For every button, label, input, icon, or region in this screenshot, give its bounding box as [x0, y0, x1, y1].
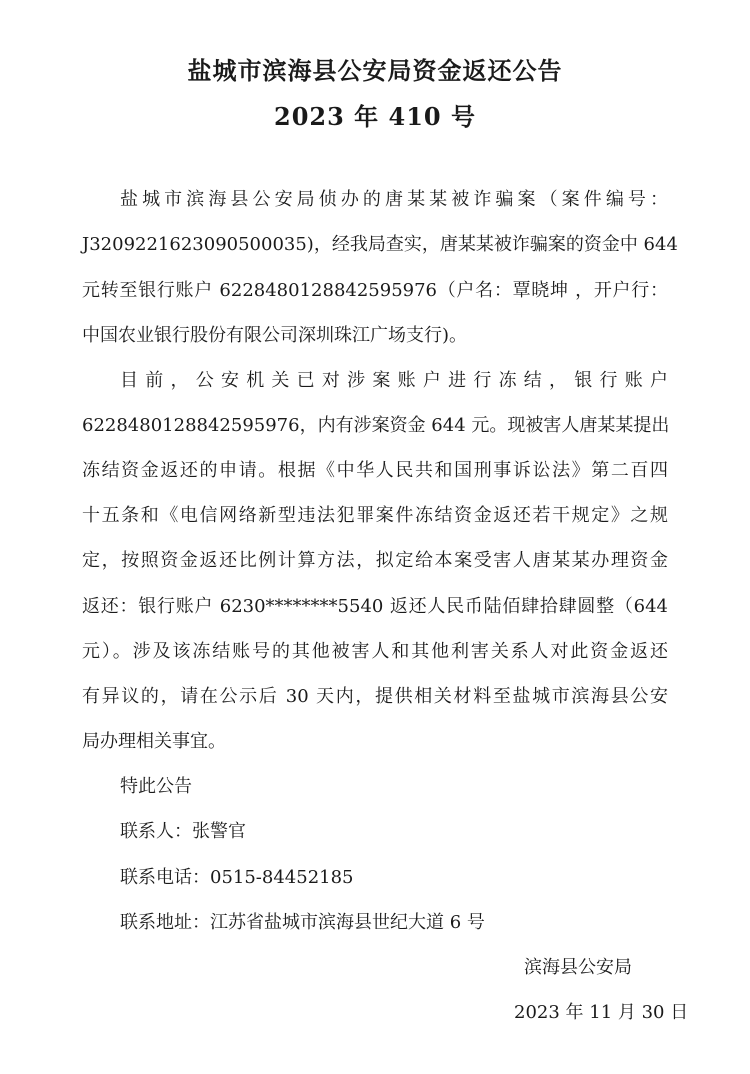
paragraph-1-line-3: 元转至银行账户 6228480128842595976（户名：覃晓坤 ，开户行： [82, 280, 668, 301]
paragraph-2-line-4: 十五条和《电信网络新型违法犯罪案件冻结资金返还若干规定》之规 [82, 505, 668, 526]
paragraph-1-line-2: J3209221623090500035)，经我局查实，唐某某被诈骗案的资金中 644 [82, 234, 678, 255]
contact-address: 联系地址：江苏省盐城市滨海县世纪大道 6 号 [120, 912, 485, 933]
paragraph-2-line-8: 有异议的，请在公示后 30 天内，提供相关材料至盐城市滨海县公安 [82, 686, 668, 707]
paragraph-2-line-6: 返还：银行账户 6230********5540 返还人民币陆佰肆拾肆圆整（644 [82, 596, 668, 617]
paragraph-1-line-1: 盐城市滨海县公安局侦办的唐某某被诈骗案（案件编号： [120, 189, 668, 210]
issue-date: 2023 年 11 月 30 日 [514, 1002, 689, 1023]
paragraph-2-line-5: 定，按照资金返还比例计算方法，拟定给本案受害人唐某某办理资金 [82, 550, 668, 571]
paragraph-2-line-3: 冻结资金返还的申请。根据《中华人民共和国刑事诉讼法》第二百四 [82, 460, 668, 481]
paragraph-2-line-7: 元）。涉及该冻结账号的其他被害人和其他利害关系人对此资金返还 [82, 641, 668, 662]
closing-text: 特此公告 [120, 776, 192, 797]
paragraph-1-line-4: 中国农业银行股份有限公司深圳珠江广场支行)。 [82, 325, 468, 346]
contact-person: 联系人：张警官 [120, 821, 246, 842]
contact-phone: 联系电话：0515-84452185 [120, 867, 354, 888]
paragraph-2-line-9: 局办理相关事宜。 [82, 731, 226, 752]
issuer-name: 滨海县公安局 [524, 957, 632, 978]
notice-title: 盐城市滨海县公安局资金返还公告 [187, 56, 563, 85]
notice-number: 2023 年 410 号 [274, 102, 476, 131]
paragraph-2-line-2: 6228480128842595976，内有涉案资金 644 元。现被害人唐某某提出 [82, 415, 670, 436]
paragraph-2-line-1: 目前，公安机关已对涉案账户进行冻结，银行账户 [120, 370, 668, 391]
